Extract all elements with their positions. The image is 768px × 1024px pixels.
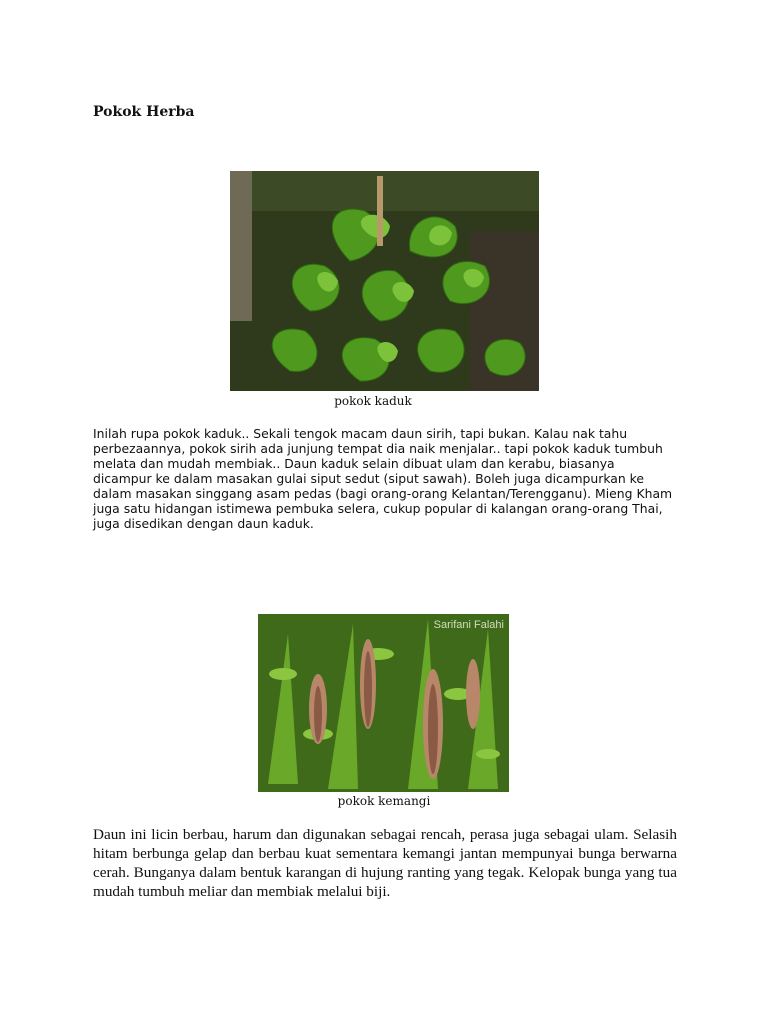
figure-caption: pokok kaduk bbox=[334, 394, 412, 408]
betel-leaf-plant-icon bbox=[230, 171, 539, 391]
basil-flower-icon bbox=[258, 614, 509, 792]
page-title: Pokok Herba bbox=[93, 104, 195, 120]
paragraph-kaduk: Inilah rupa pokok kaduk.. Sekali tengok macam daun sirih, tapi bukan. Kalau nak tahu perbezaannya, pokok sirih ada junjung tempat dia naik menjalar.. tapi pokok kaduk tumbuh melata dan mudah membiak.. Daun kaduk selain dibuat ulam dan kerabu, biasanya dicampur ke dalam masakan gulai siput sedut (siput sawah). Boleh juga dicampurkan ke dalam masakan singgang asam pedas (bagi orang-orang Kelantan/Terengganu). Mieng Kham juga satu hidangan istimewa pembuka selera, cukup popular di kalangan orang-orang Thai, juga disedikan dengan daun kaduk. bbox=[93, 426, 673, 531]
paragraph-kemangi: Daun ini licin berbau, harum dan digunakan sebagai rencah, perasa juga sebagai ulam. Selasih hitam berbunga gelap dan berbau kuat sementara kemangi jantan mempunyai bunga berwarna cerah. Bunganya dalam bentuk karangan di hujung ranting yang tegak. Kelopak bunga yang tua mudah tumbuh meliar dan membiak melalui biji. bbox=[93, 826, 677, 900]
photo-watermark: Sarifani Falahi bbox=[433, 619, 504, 631]
kemangi-plant-photo bbox=[258, 614, 509, 792]
kaduk-plant-photo bbox=[230, 171, 539, 391]
figure-caption: pokok kemangi bbox=[337, 794, 431, 808]
